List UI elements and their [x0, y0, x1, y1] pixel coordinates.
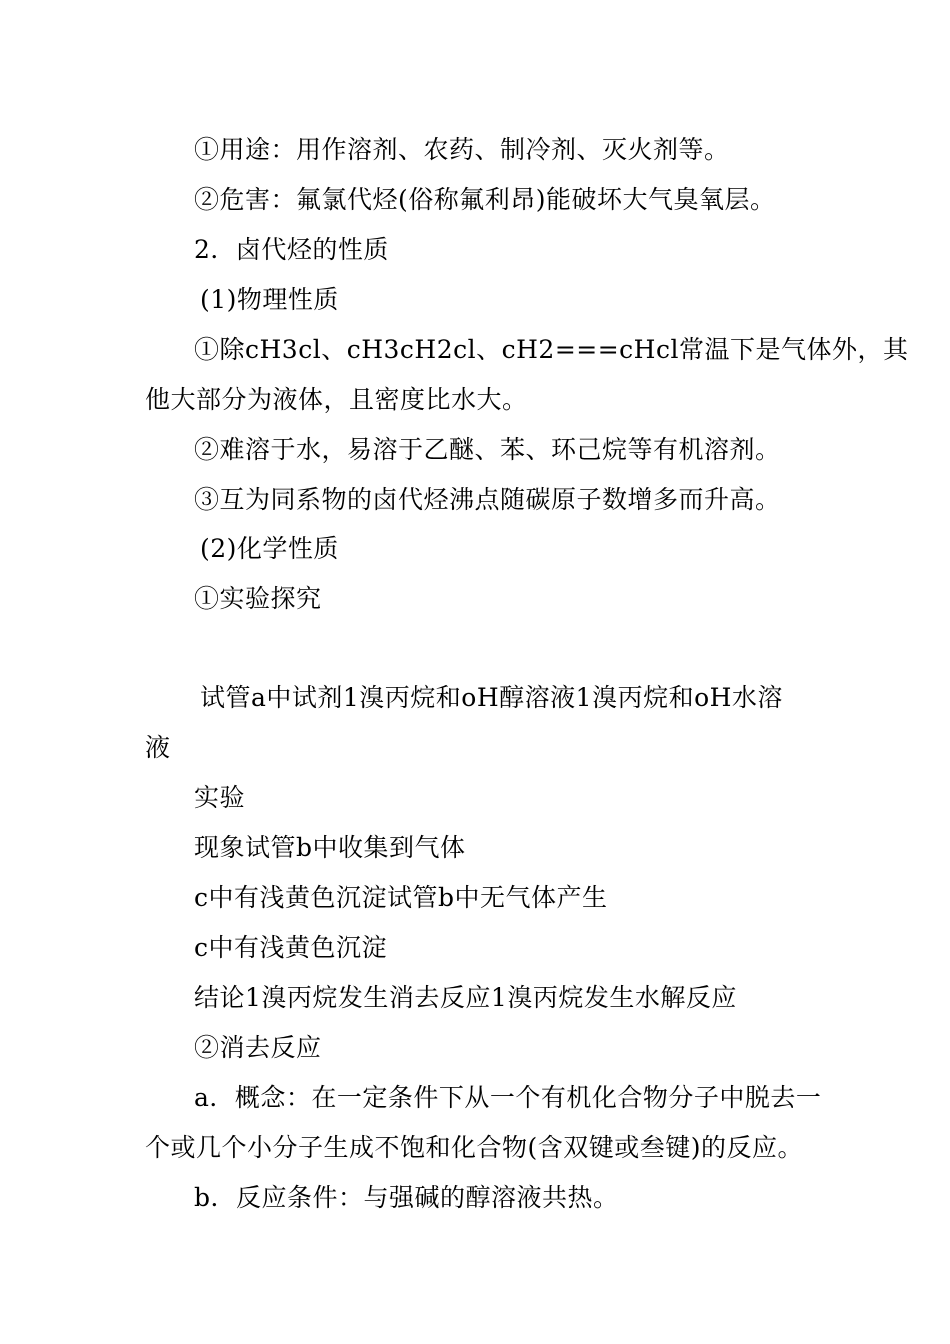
- text-line-conditions: b．反应条件：与强碱的醇溶液共热。: [194, 1183, 619, 1212]
- text-line-usage: ①用途：用作溶剂、农药、制冷剂、灭火剂等。: [194, 135, 730, 164]
- text-line-experiment-label: 实验: [194, 783, 246, 812]
- text-line-harm: ②危害：氟氯代烃(俗称氟利昂)能破坏大气臭氧层。: [194, 185, 776, 214]
- text-line-precipitate-2: c中有浅黄色沉淀: [194, 933, 388, 962]
- subheading-chemical: (2)化学性质: [200, 534, 339, 563]
- text-line-boiling-point: ③互为同系物的卤代烃沸点随碳原子数增多而升高。: [194, 485, 781, 514]
- text-line-phenomenon: 现象试管b中收集到气体: [194, 833, 466, 862]
- subheading-physical: (1)物理性质: [200, 285, 339, 314]
- text-line-solubility: ②难溶于水，易溶于乙醚、苯、环己烷等有机溶剂。: [194, 435, 781, 464]
- text-line-liquid-density: 他大部分为液体，且密度比水大。: [145, 385, 528, 414]
- subheading-elimination: ②消去反应: [194, 1033, 322, 1062]
- text-line-concept: a．概念：在一定条件下从一个有机化合物分子中脱去一: [194, 1083, 822, 1112]
- text-line-precipitate-1: c中有浅黄色沉淀试管b中无气体产生: [194, 883, 608, 912]
- text-line-conclusion: 结论1溴丙烷发生消去反应1溴丙烷发生水解反应: [194, 983, 737, 1012]
- text-line-gas-state: ①除cH3cl、cH3cH2cl、cH2===cHcl常温下是气体外，其: [194, 335, 909, 364]
- text-line-reagents: 试管a中试剂1溴丙烷和oH醇溶液1溴丙烷和oH水溶: [200, 683, 783, 712]
- text-line-concept-cont: 个或几个小分子生成不饱和化合物(含双键或叁键)的反应。: [145, 1133, 804, 1162]
- text-line-reagents-cont: 液: [145, 733, 171, 762]
- section-heading-properties: 2．卤代烃的性质: [194, 235, 389, 264]
- text-line-experiment: ①实验探究: [194, 584, 322, 613]
